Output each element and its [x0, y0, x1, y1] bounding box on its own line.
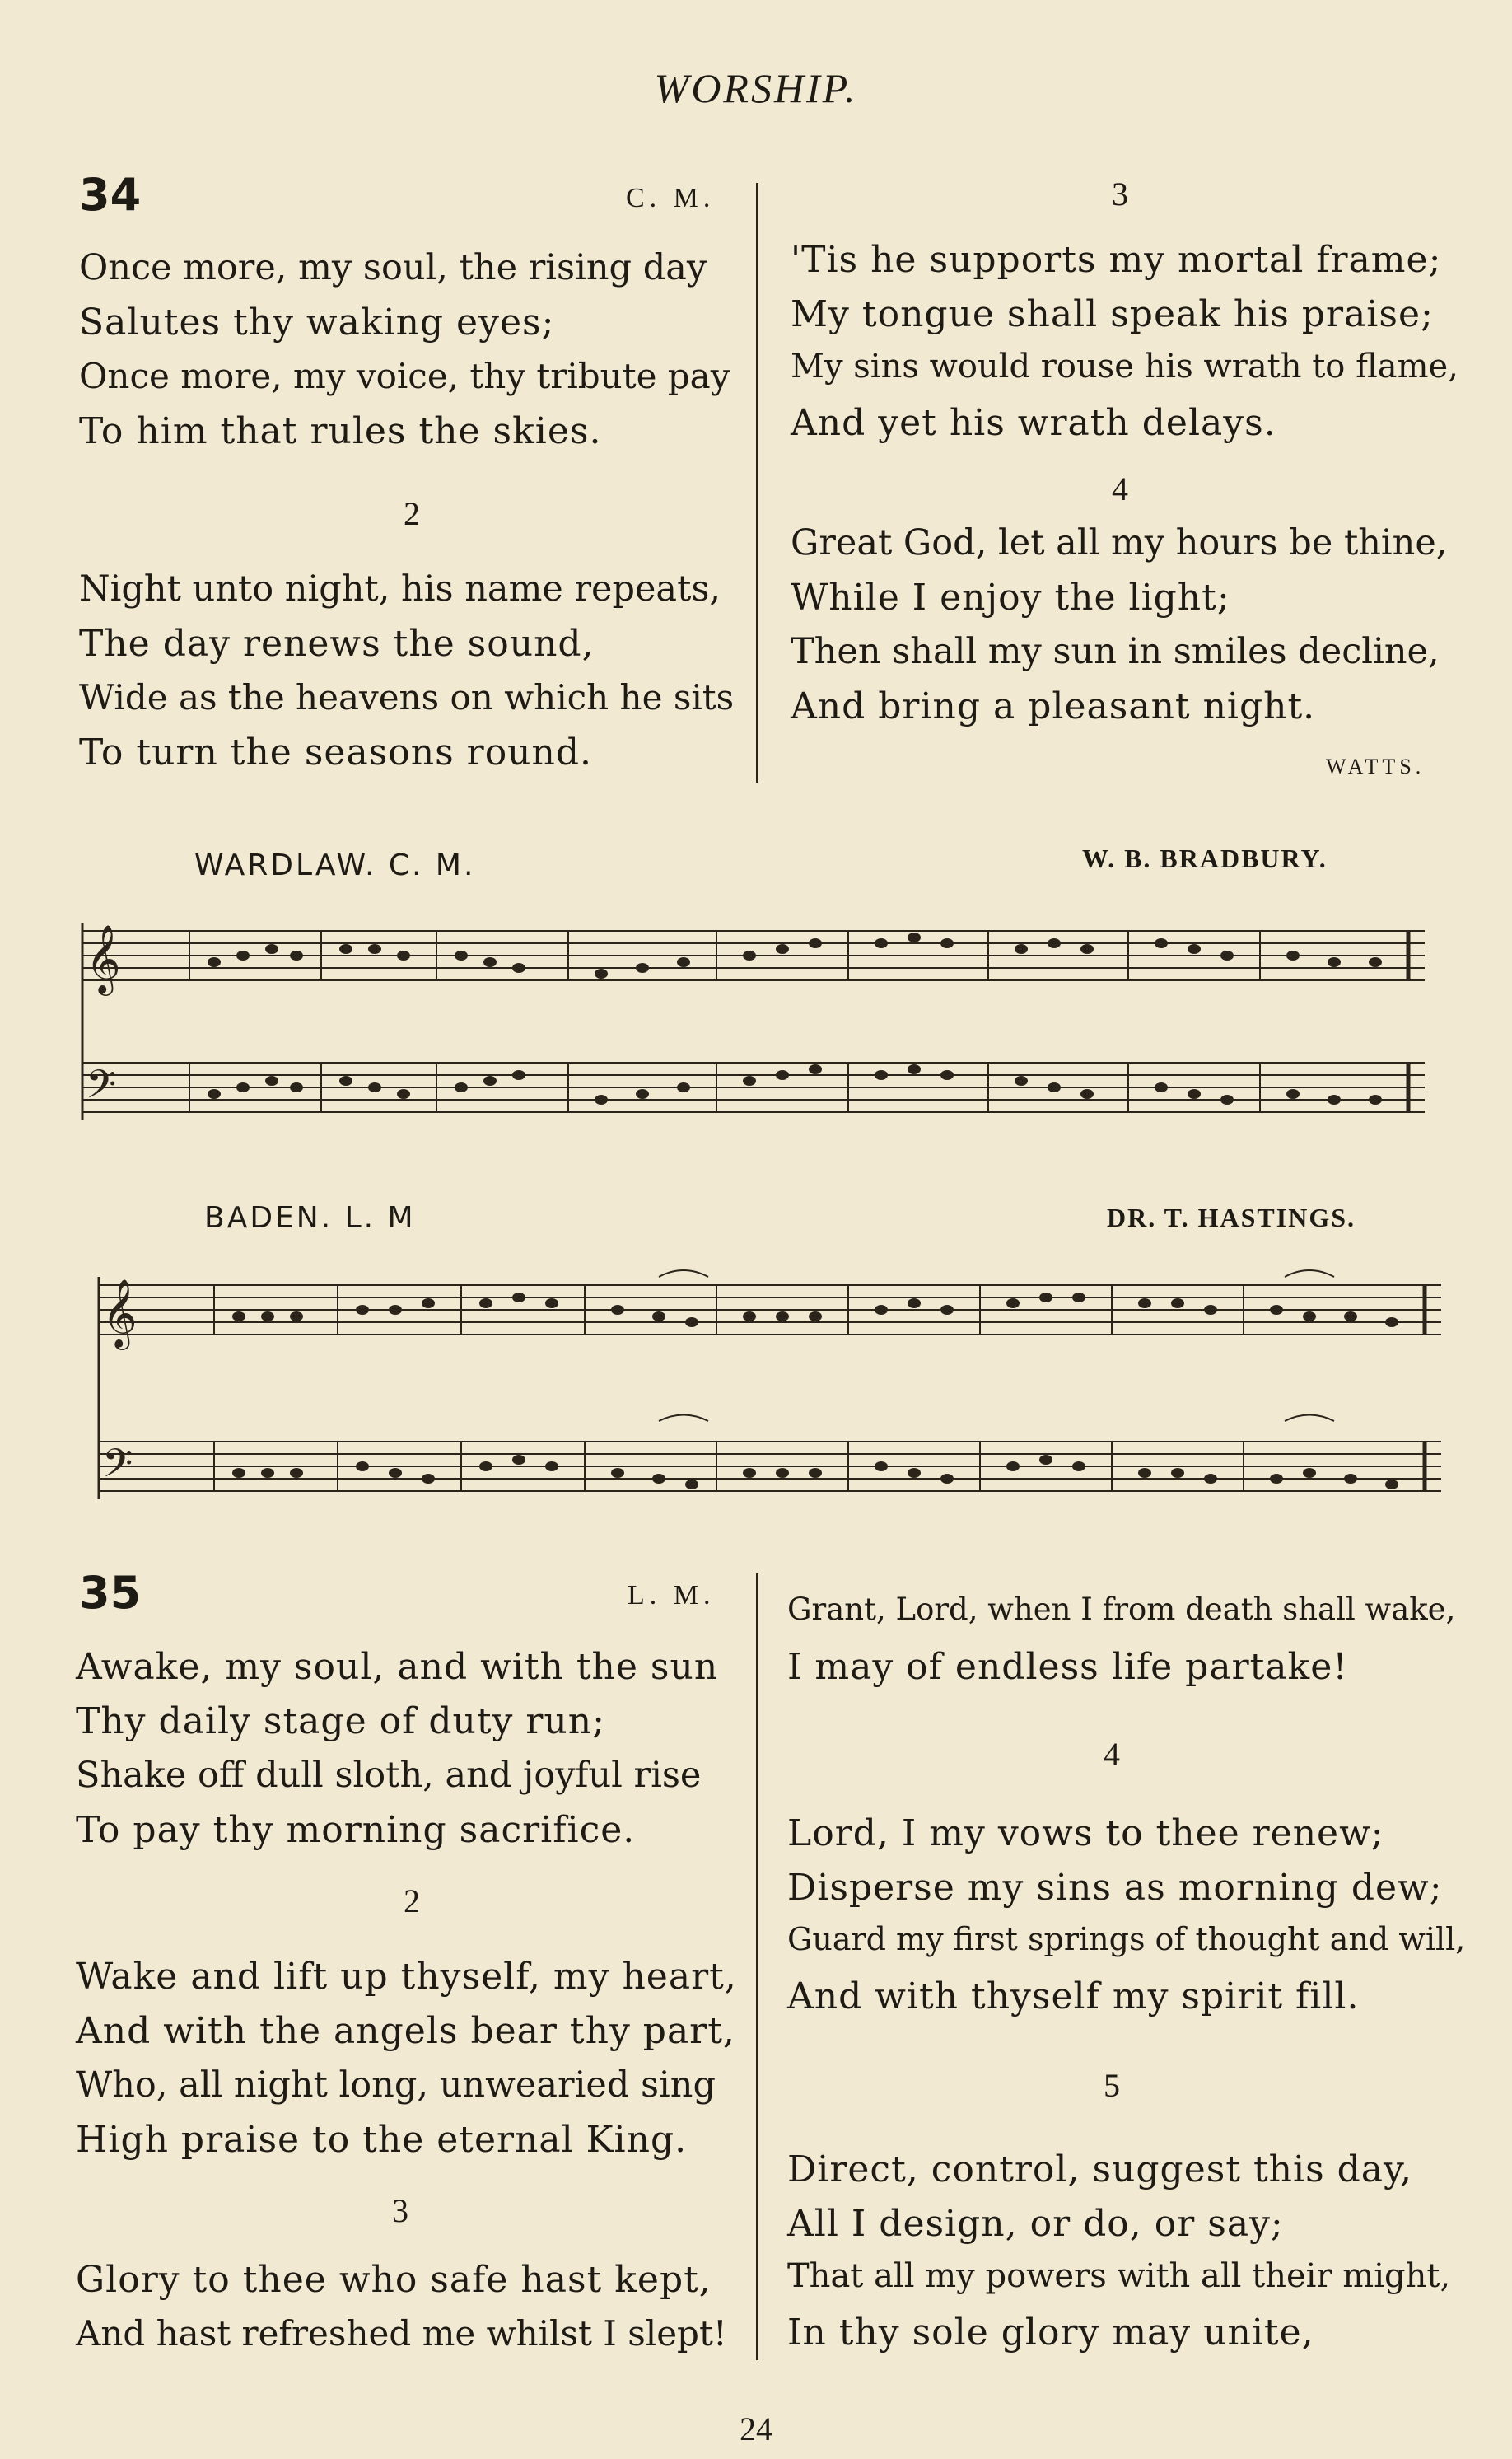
verse-line: Salutes thy waking eyes;	[79, 302, 555, 344]
verse-line: And with thyself my spirit fill.	[787, 1975, 1360, 2017]
hymn-number: 35	[79, 1567, 142, 1619]
verse-line: Thy daily stage of duty run;	[76, 1700, 605, 1742]
verse-line: My sins would rouse his wrath to flame,	[791, 348, 1458, 386]
svg-text:𝄢: 𝄢	[86, 1061, 117, 1117]
verse-line: That all my powers with all their might,	[787, 2257, 1451, 2295]
verse-line: Awake, my soul, and with the sun	[76, 1646, 719, 1688]
verse-line: To pay thy morning sacrifice.	[76, 1809, 636, 1851]
verse-line: Lord, I my vows to thee renew;	[787, 1812, 1384, 1854]
verse-line: To turn the seasons round.	[79, 732, 593, 774]
verse-line: I may of endless life partake!	[787, 1646, 1348, 1688]
verse-line: And yet his wrath delays.	[791, 402, 1276, 444]
verse-line: High praise to the eternal King.	[76, 2119, 688, 2161]
stanza-number: 2	[404, 1882, 420, 1919]
stanza-number: 3	[1112, 175, 1128, 213]
verse-line: While I enjoy the light;	[791, 577, 1230, 619]
hymn-meter: C. M.	[626, 183, 716, 213]
verse-line: My tongue shall speak his praise;	[791, 293, 1434, 335]
verse-line: Guard my first springs of thought and will,	[787, 1921, 1466, 1957]
column-divider	[756, 1573, 758, 2360]
verse-line: Once more, my soul, the rising day	[79, 247, 707, 288]
stanza-number: 4	[1104, 1736, 1120, 1773]
verse-line: And with the angels bear thy part,	[76, 2010, 735, 2052]
column-divider	[756, 183, 758, 783]
tune-title: WARDLAW. C. M.	[194, 848, 476, 882]
verse-line: Grant, Lord, when I from death shall wake,	[787, 1592, 1456, 1627]
verse-line: In thy sole glory may unite,	[787, 2312, 1314, 2354]
verse-line: Wide as the heavens on which he sits	[79, 677, 735, 718]
verse-line: And bring a pleasant night.	[791, 685, 1316, 727]
verse-line: Night unto night, his name repeats,	[79, 568, 721, 610]
stanza-number: 3	[392, 2192, 408, 2229]
svg-text:𝄞: 𝄞	[102, 1278, 138, 1347]
verse-line: Once more, my voice, thy tribute pay	[79, 356, 730, 396]
verse-line: Wake and lift up thyself, my heart,	[76, 1956, 737, 1998]
hymn-number: 34	[79, 169, 142, 221]
verse-line: Great God, let all my hours be thine,	[791, 522, 1448, 563]
verse-line: And hast refreshed me whilst I slept!	[76, 2313, 727, 2354]
verse-line: Who, all night long, unwearied sing	[76, 2064, 716, 2106]
music-score-wardlaw	[74, 898, 1433, 1145]
verse-line: Then shall my sun in smiles decline,	[791, 631, 1440, 672]
stanza-number: 2	[404, 495, 420, 532]
verse-line: Direct, control, suggest this day,	[787, 2148, 1413, 2190]
tune-title: BADEN. L. M	[204, 1201, 416, 1235]
verse-line: 'Tis he supports my mortal frame;	[791, 239, 1442, 281]
tune-composer: W. B. BRADBURY.	[1082, 844, 1328, 873]
verse-line: Glory to thee who safe hast kept,	[76, 2259, 712, 2301]
verse-line: Shake off dull sloth, and joyful rise	[76, 1755, 702, 1796]
stanza-number: 4	[1112, 470, 1128, 507]
hymn-author: WATTS.	[1326, 755, 1426, 778]
svg-text:𝄢: 𝄢	[102, 1440, 133, 1496]
music-score-baden	[91, 1252, 1449, 1524]
page-number: 24	[740, 2410, 772, 2447]
stanza-number: 5	[1104, 2067, 1120, 2104]
running-head: WORSHIP.	[654, 65, 858, 111]
hymn-meter: L. M.	[628, 1580, 716, 1611]
verse-line: Disperse my sins as morning dew;	[787, 1867, 1443, 1909]
verse-line: All I design, or do, or say;	[787, 2203, 1284, 2245]
tune-composer: DR. T. HASTINGS.	[1107, 1203, 1356, 1232]
verse-line: The day renews the sound,	[79, 623, 595, 665]
svg-text:𝄞: 𝄞	[86, 923, 121, 993]
verse-line: To him that rules the skies.	[79, 410, 602, 452]
